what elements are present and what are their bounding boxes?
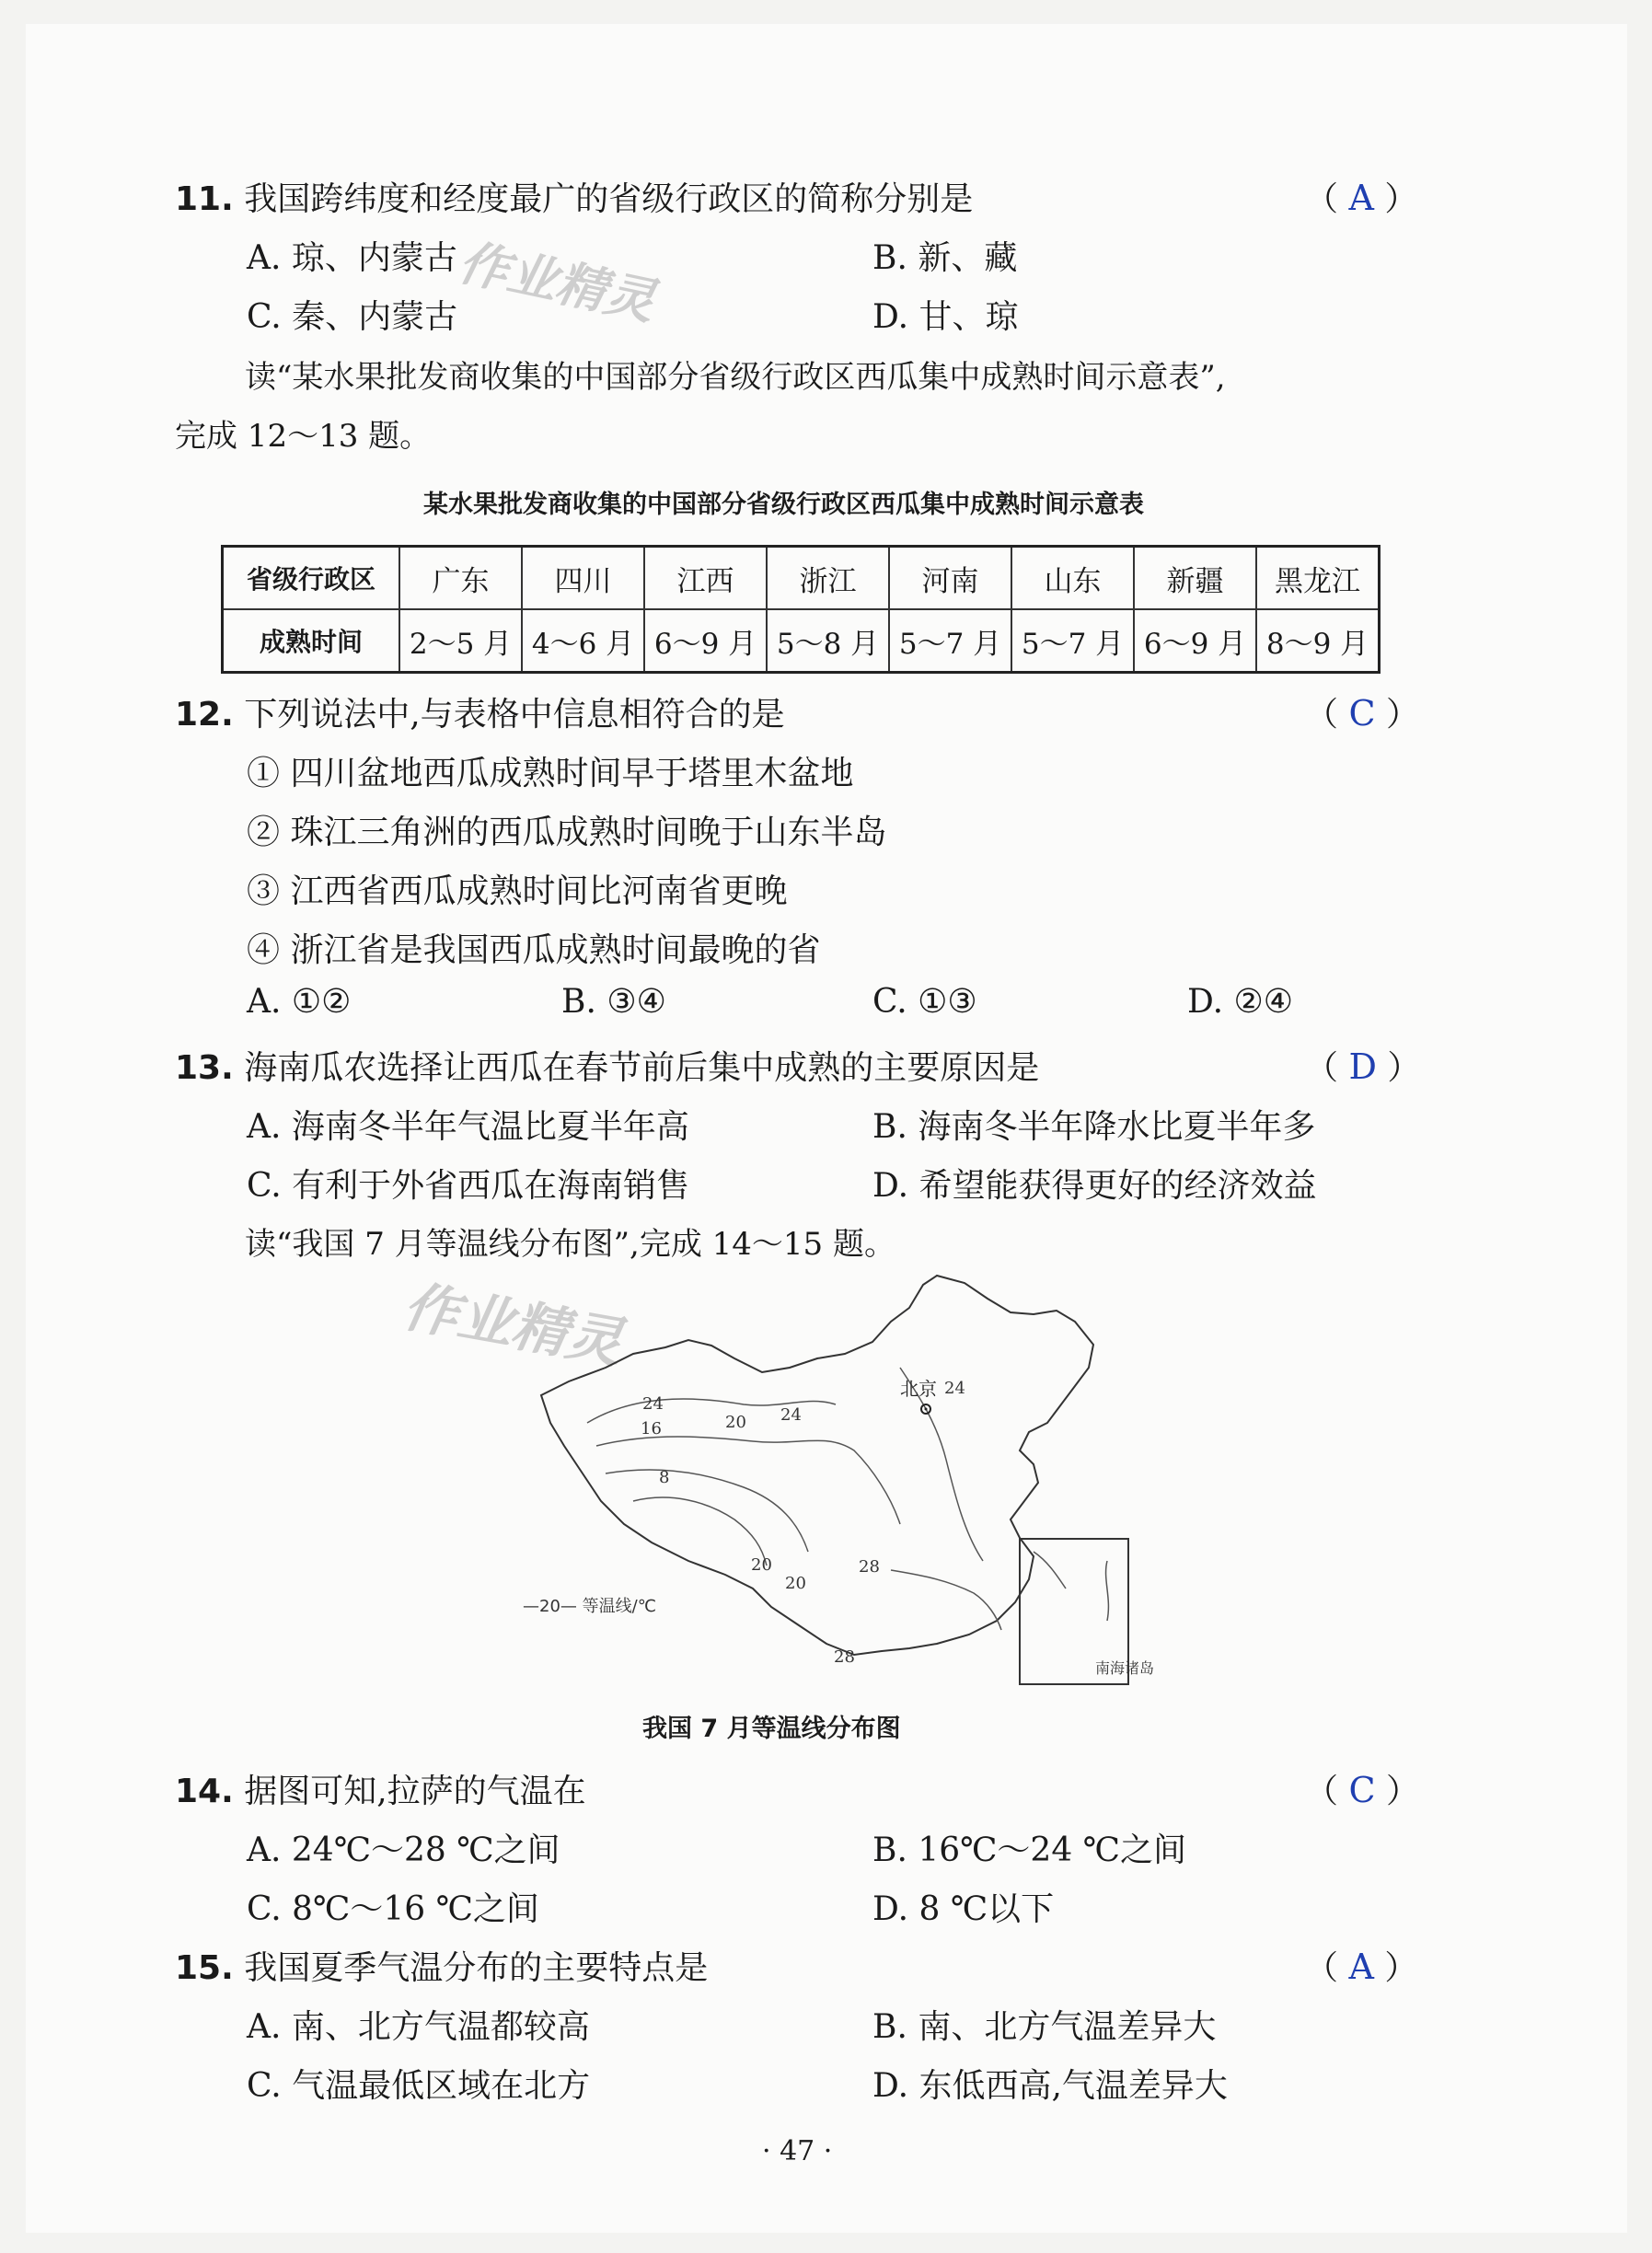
table-cell: 广东: [399, 547, 522, 610]
table-cell: 8～9 月: [1256, 609, 1380, 673]
isotherm-20: [596, 1437, 900, 1524]
intro-text: 完成 12～13 题。: [175, 418, 432, 455]
answer-13: D: [1348, 1046, 1377, 1087]
row-header: 成熟时间: [223, 609, 400, 673]
option-c: C. ①③: [872, 983, 977, 1021]
table-cell: 山东: [1011, 547, 1134, 610]
table-cell: 2～5 月: [399, 609, 522, 673]
answer-15: A: [1348, 1947, 1374, 1987]
isotherm-label: 24: [780, 1405, 802, 1425]
intro-text: 读“我国 7 月等温线分布图”,完成 14～15 题。: [245, 1226, 895, 1263]
isotherm-label: 24: [944, 1379, 965, 1398]
isotherm-label: 16: [641, 1419, 662, 1438]
answer-bracket-13: （ D ）: [1305, 1046, 1421, 1087]
question-number: 14.: [175, 1773, 234, 1810]
question-11: [175, 173, 973, 220]
table-cell: 6～9 月: [1134, 609, 1256, 673]
question-13: [175, 1042, 1039, 1089]
option-b: B. ③④: [561, 983, 666, 1021]
watermark: 作业精灵: [398, 1274, 628, 1377]
option-d: D. 希望能获得更好的经济效益: [872, 1167, 1317, 1205]
beijing-marker: [921, 1404, 930, 1414]
ripening-table: [221, 545, 1381, 674]
isotherm-label: 28: [834, 1647, 855, 1667]
isotherm-label: 20: [751, 1555, 772, 1575]
option-b: B. 海南冬半年降水比夏半年多: [872, 1108, 1316, 1146]
row-header: 省级行政区: [223, 547, 400, 610]
isotherm-label: 28: [859, 1557, 880, 1577]
statement-3: ③ 江西省西瓜成熟时间比河南省更晚: [247, 872, 788, 910]
option-d: D. 8 ℃以下: [872, 1890, 1055, 1928]
china-july-isotherm-map: [504, 1257, 1167, 1699]
option-c: C. 气温最低区域在北方: [247, 2067, 591, 2105]
answer-bracket-15: （ A ）: [1305, 1947, 1418, 1987]
table-cell: 新疆: [1134, 547, 1256, 610]
question-number: 13.: [175, 1049, 234, 1087]
option-d: D. 甘、琼: [872, 298, 1019, 336]
question-text: 下列说法中,与表格中信息相符合的是: [244, 696, 785, 734]
table-cell: 浙江: [767, 547, 889, 610]
answer-bracket-11: （ A ）: [1305, 178, 1418, 218]
page: [26, 24, 1627, 2233]
statement-4: ④ 浙江省是我国西瓜成熟时间最晚的省: [247, 931, 821, 969]
table-row: [223, 609, 1380, 673]
question-14: [175, 1765, 586, 1812]
intro-text: 读“某水果批发商收集的中国部分省级行政区西瓜集中成熟时间示意表”,: [245, 359, 1226, 396]
option-c: C. 8℃～16 ℃之间: [247, 1890, 539, 1928]
map-caption: 我国 7 月等温线分布图: [642, 1715, 901, 1743]
table-row: [223, 547, 1380, 610]
map-legend: —20— 等温线/℃: [523, 1597, 656, 1616]
option-b: B. 南、北方气温差异大: [872, 2008, 1217, 2046]
beijing-label: 北京: [900, 1378, 937, 1400]
isotherm-16: [606, 1470, 808, 1552]
option-a: A. 海南冬半年气温比夏半年高: [247, 1108, 689, 1146]
option-a: A. 南、北方气温都较高: [247, 2008, 590, 2046]
answer-bracket-12: （ C ）: [1305, 693, 1419, 734]
option-c: C. 有利于外省西瓜在海南销售: [247, 1167, 690, 1205]
answer-bracket-14: （ C ）: [1305, 1770, 1419, 1810]
option-c: C. 秦、内蒙古: [247, 298, 458, 336]
isotherm-label: 8: [659, 1468, 670, 1487]
table-cell: 6～9 月: [644, 609, 767, 673]
option-b: B. 新、藏: [872, 239, 1018, 277]
inset-label: 南海诸岛: [1095, 1659, 1155, 1677]
table-cell: 黑龙江: [1256, 547, 1380, 610]
option-b: B. 16℃～24 ℃之间: [872, 1831, 1186, 1869]
page-number: · 47 ·: [762, 2135, 833, 2167]
option-d: D. ②④: [1187, 983, 1294, 1021]
isotherm-28: [891, 1570, 1001, 1630]
table-cell: 4～6 月: [522, 609, 644, 673]
table-cell: 5～7 月: [1011, 609, 1134, 673]
option-a: A. 琼、内蒙古: [247, 239, 457, 277]
question-text: 据图可知,拉萨的气温在: [244, 1773, 586, 1810]
option-a: A. ①②: [247, 983, 352, 1021]
question-number: 12.: [175, 696, 234, 734]
table-cell: 河南: [889, 547, 1011, 610]
question-text: 海南瓜农选择让西瓜在春节前后集中成熟的主要原因是: [244, 1049, 1040, 1087]
isotherm-8: [633, 1497, 767, 1566]
question-text: 我国跨纬度和经度最广的省级行政区的简称分别是: [244, 180, 974, 218]
question-number: 15.: [175, 1949, 234, 1987]
watermark: 作业精灵: [453, 233, 661, 331]
option-a: A. 24℃～28 ℃之间: [247, 1831, 560, 1869]
table-cell: 四川: [522, 547, 644, 610]
table-cell: 5～8 月: [767, 609, 889, 673]
table-cell: 5～7 月: [889, 609, 1011, 673]
statement-1: ① 四川盆地西瓜成熟时间早于塔里木盆地: [247, 755, 854, 792]
question-text: 我国夏季气温分布的主要特点是: [244, 1949, 709, 1987]
table-cell: 江西: [644, 547, 767, 610]
isotherm-label: 20: [785, 1574, 806, 1593]
answer-14: C: [1348, 1770, 1376, 1810]
isotherm-label: 20: [725, 1413, 746, 1432]
isotherm-label: 24: [642, 1394, 664, 1414]
inset-coast: [1034, 1552, 1108, 1621]
answer-12: C: [1348, 693, 1376, 734]
question-15: [175, 1942, 708, 1989]
question-number: 11.: [175, 180, 234, 218]
answer-11: A: [1348, 178, 1374, 218]
statement-2: ② 珠江三角洲的西瓜成熟时间晚于山东半岛: [247, 814, 887, 851]
option-d: D. 东低西高,气温差异大: [872, 2067, 1228, 2105]
question-12: [175, 688, 785, 735]
table-caption: 某水果批发商收集的中国部分省级行政区西瓜集中成熟时间示意表: [423, 491, 1144, 519]
